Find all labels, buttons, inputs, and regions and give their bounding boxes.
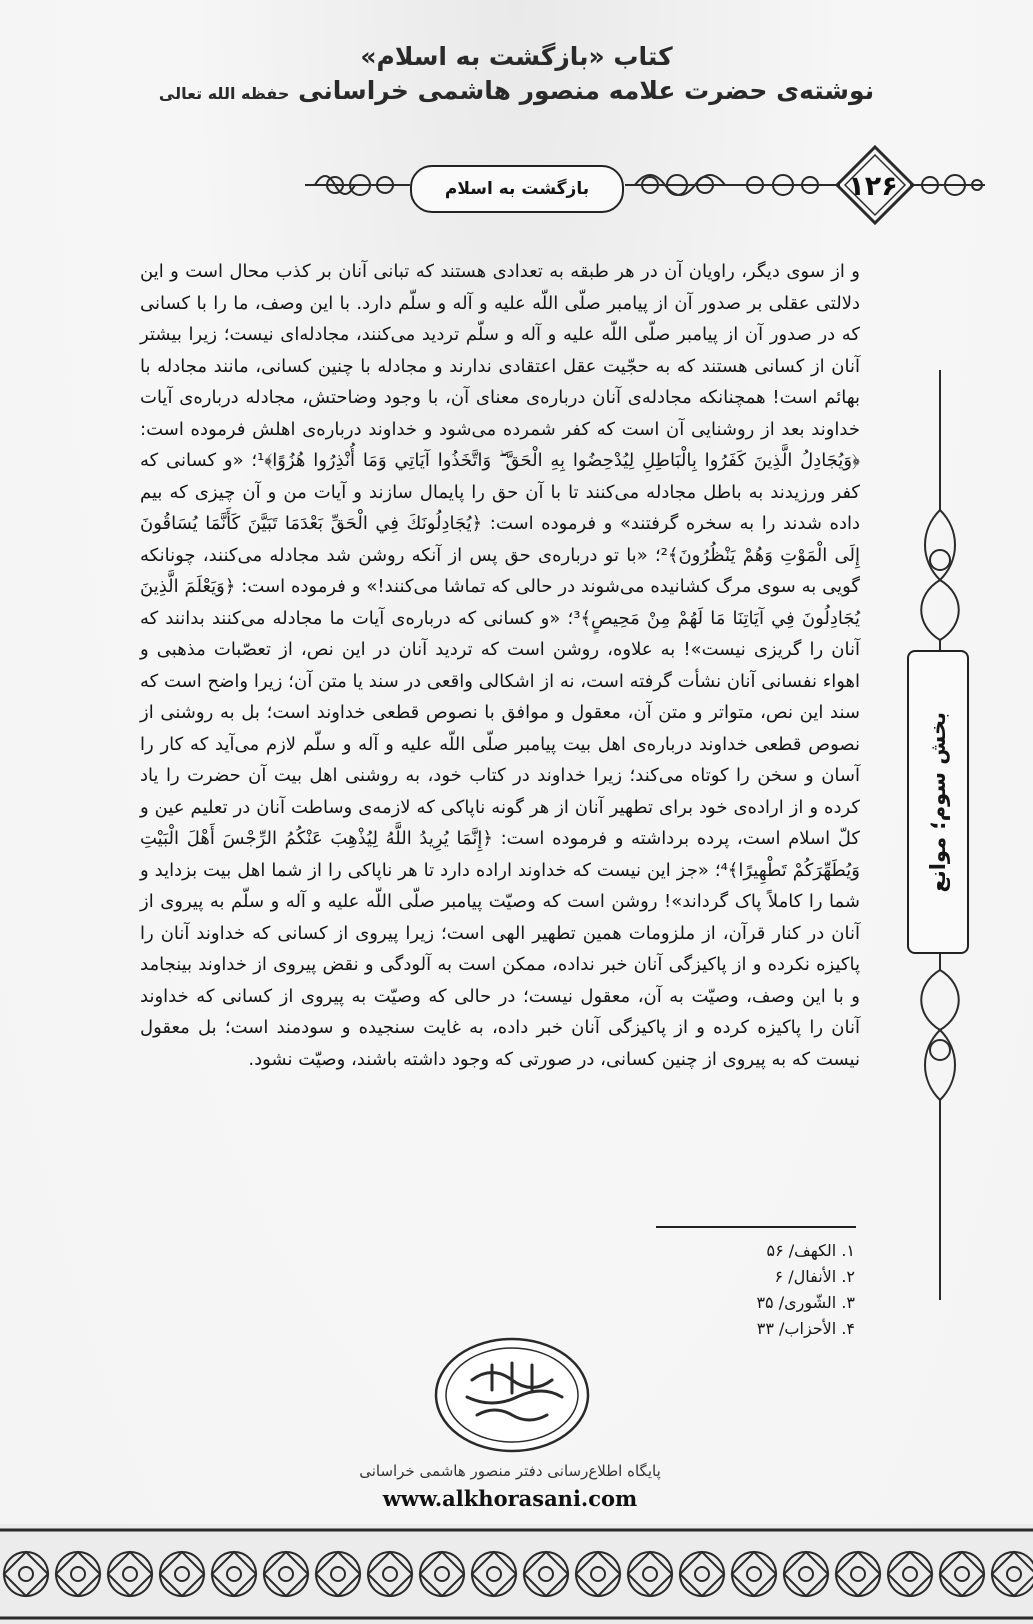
footnote-item: ۱. الکهف/ ۵۶ — [766, 1241, 855, 1260]
footer-caption: پایگاه اطلاع‌رسانی دفتر منصور هاشمی خراسانی — [359, 1462, 661, 1480]
bottom-border-ornament-icon — [0, 1524, 1033, 1624]
main-text — [140, 256, 860, 1075]
footnote-item: ۳. الشّوری/ ۳۵ — [756, 1293, 855, 1312]
section-label — [907, 650, 969, 954]
chapter-title: بازگشت به اسلام — [410, 165, 624, 213]
section-label-text: بخش سوم؛ موانع — [926, 711, 950, 893]
calligraphy-seal-icon — [432, 1335, 592, 1455]
author-name: نوشته‌ی حضرت علامه منصور هاشمی خراسانی — [298, 76, 875, 105]
footnote-divider — [656, 1226, 856, 1228]
book-title: کتاب «بازگشت به اسلام» — [360, 42, 673, 71]
page-number: ۱۲۶ — [848, 170, 898, 202]
body-paragraph: و از سوی دیگر، راویان آن در هر طبقه به تعدادی هستند که تبانی آنان بر کذب محال است و این دلالتی عقلی بر صدور آن از پیامبر صلّی اللّه علیه و آله و سلّم دارد. با این وصف، ما را با کسانی که در صدور آن از پیامبر صلّی اللّه علیه و آله و سلّم تردید می‌کنند، مجادله‌ای نیست؛ زیرا بیشتر آنان از کسانی هستند که به حجّیت عقل اعتقادی ندارند و مجادله با چنین کسانی، مانند مجادله با بهائم است! همچنانکه مجادله‌ی آنان درباره‌ی معنای آن، با وجود وضاحتش، مجادله درباره‌ی آیات خداوند بعد از روشنایی آن است که کفر شمرده می‌شود و خداوند درباره‌ی اهلش فرموده است: ﴿وَيُجَادِلُ الَّذِينَ كَفَرُوا بِالْبَاطِلِ لِيُدْحِضُوا بِهِ الْحَقَّ ۖ وَاتَّخَذُوا آيَاتِي وَمَا أُنْذِرُوا هُزُوًا﴾¹؛ «و کسانی که کفر ورزیدند به باطل مجادله می‌کنند تا با آن حق را پایمال سازند و آیات من و آن چیزی که بیم داده شدند را به سخره گرفتند» و فرموده است: ﴿يُجَادِلُونَكَ فِي الْحَقِّ بَعْدَمَا تَبَيَّنَ كَأَنَّمَا يُسَاقُونَ إِلَى الْمَوْتِ وَهُمْ يَنْظُرُونَ﴾²؛ «با تو درباره‌ی حق پس از آنکه روشن شد مجادله می‌کنند، چونانکه گویی به سوی مرگ کشانیده می‌شوند در حالی که تماشا می‌کنند!» و فرموده است: ﴿وَيَعْلَمَ الَّذِينَ يُجَادِلُونَ فِي آيَاتِنَا مَا لَهُمْ مِنْ مَحِيصٍ﴾³؛ «و کسانی که درباره‌ی آیات ما مجادله می‌کنند بدانند که آنان را گریزی نیست»! به علاوه، روشن است که تردید آنان در این نص، از تعصّبات مذهبی و اهواء نفسانی آنان نشأت گرفته است، نه از اشکالی واقعی در سند یا متن آن؛ زیرا واضح است که سند این نص، متواتر و متن آن، معقول و موافق با نصوص قطعی خداوند است؛ بل به روشنی از نصوص قطعی خداوند درباره‌ی اهل بیت پیامبر صلّی اللّه علیه و آله و سلّم لازم می‌آید که کار را آسان و سخن را کوتاه می‌کند؛ زیرا خداوند در کتاب خود، به روشنی اهل بیت آن حضرت را یاد کرده و از اراده‌ی خود برای تطهیر آنان از هر گونه ناپاکی که لازمه‌ی وساطت آنان در تعلیم عین و کلّ اسلام است، پرده برداشته و فرموده است: ﴿إِنَّمَا يُرِيدُ اللَّهُ لِيُذْهِبَ عَنْكُمُ الرِّجْسَ أَهْلَ الْبَيْتِ وَيُطَهِّرَكُمْ تَطْهِيرًا﴾⁴؛ «جز این نیست که خداوند اراده دارد تا هر ناپاکی را از شما اهل بیت بزداید و شما را کاملاً پاک گرداند»! روشن است که وصیّت پیامبر صلّی اللّه علیه و آله و سلّم به پیروی از آنان در کنار قرآن، از ملزومات همین تطهیر الهی است؛ زیرا پیروی از کسانی که خداوند آنان را پاکیزه نکرده و از پاکیزگی آنان خبر نداده، ممکن است به آلودگی و نقض پیروی از خداوند بینجامد و با این وصف، وصیّت به آن، معقول نیست؛ در حالی که وصیّت به پیروی از کسانی که خداوند آنان را پاکیزه کرده و از پاکیزگی آنان خبر داده، به غایت سنجیده و سودمند است؛ بل معقول نیست که به پیروی از چنین کسانی، در صورتی که وجود داشته باشند، وصیّت نشود. — [140, 261, 861, 1070]
author-line — [0, 74, 1033, 111]
footer-url[interactable]: www.alkhorasani.com — [382, 1486, 638, 1511]
book-header — [0, 40, 1033, 111]
footnote-item: ۴. الأحزاب/ ۳۳ — [756, 1319, 855, 1338]
footnotes — [560, 1238, 855, 1342]
author-honorific: حفظه الله تعالی — [158, 84, 290, 103]
footnote-item: ۲. الأنفال/ ۶ — [774, 1267, 855, 1286]
